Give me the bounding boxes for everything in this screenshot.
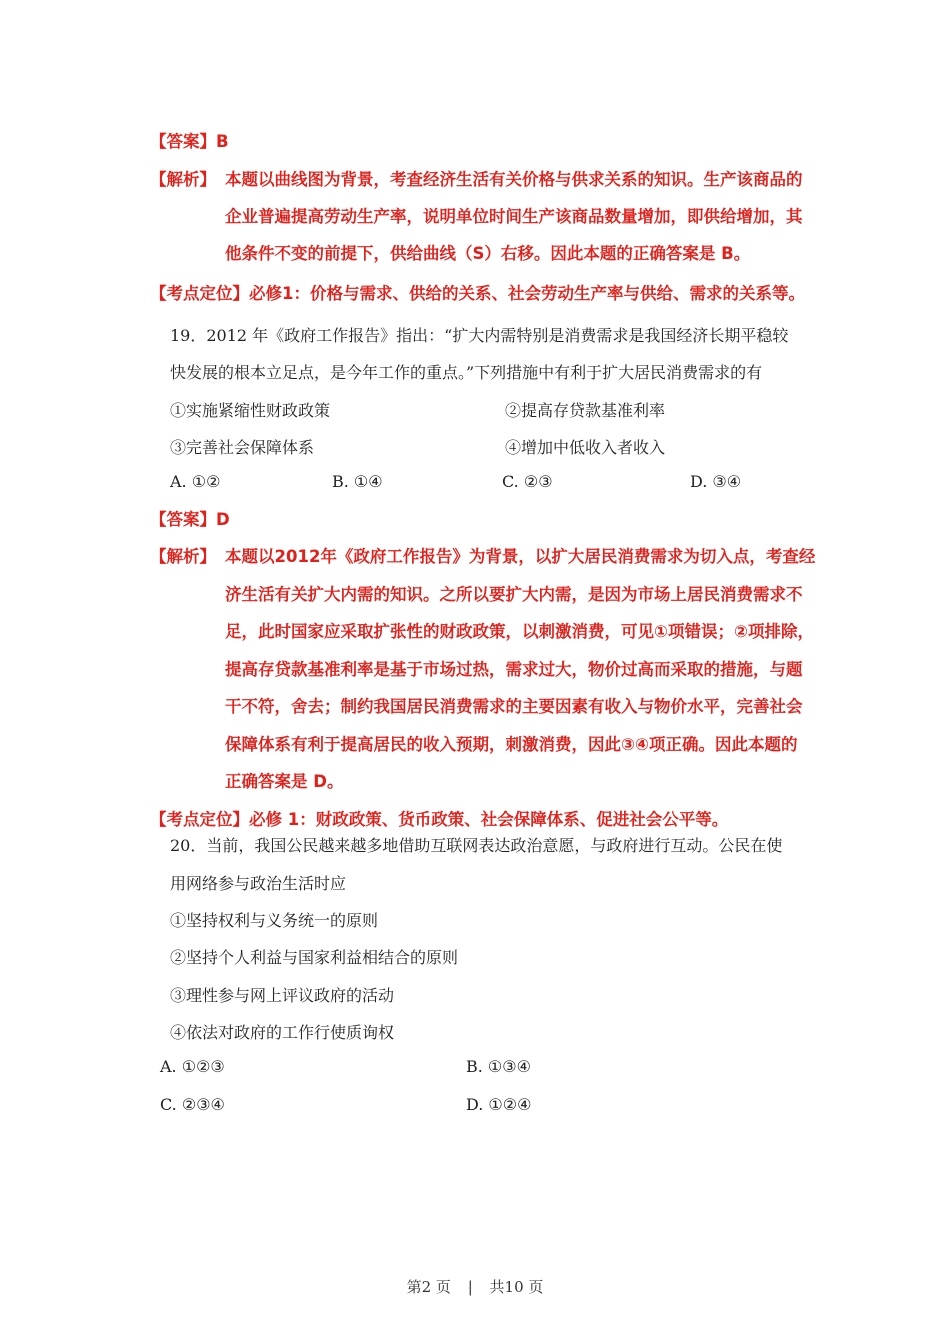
q20-option-b: B. ①③④ bbox=[466, 1057, 531, 1076]
q19-item-4: ④增加中低收入者收入 bbox=[505, 438, 666, 457]
q18-point-line bbox=[150, 280, 805, 304]
q19-answer-line bbox=[150, 506, 230, 530]
answer-value: B bbox=[216, 132, 229, 151]
q20-item-2: ②坚持个人利益与国家利益相结合的原则 bbox=[170, 948, 459, 967]
q20-item-4: ④依法对政府的工作行使质询权 bbox=[170, 1023, 395, 1042]
page-number: 第2 页 bbox=[406, 1278, 451, 1296]
q20-item-1: ①坚持权利与义务统一的原则 bbox=[170, 911, 379, 930]
point-text: 必修 1：财政政策、货币政策、社会保障体系、促进社会公平等。 bbox=[249, 810, 729, 829]
footer-separator: | bbox=[467, 1278, 473, 1296]
q20-item-3: ③理性参与网上评议政府的活动 bbox=[170, 986, 395, 1005]
page-footer bbox=[0, 1276, 950, 1297]
q19-option-d: D. ③④ bbox=[690, 472, 742, 491]
q20-stem-line-2: 用网络参与政治生活时应 bbox=[170, 874, 347, 893]
q19-option-a: A. ①② bbox=[170, 472, 221, 491]
q20-option-d: D. ①②④ bbox=[466, 1095, 532, 1114]
q19-analysis-line-7: 正确答案是 D。 bbox=[225, 772, 344, 791]
point-tag: 【考点定位】 bbox=[150, 810, 249, 829]
q19-analysis-line-2: 济生活有关扩大内需的知识。之所以要扩大内需，是因为市场上居民消费需求不 bbox=[225, 585, 803, 604]
point-tag: 【考点定位】 bbox=[150, 284, 249, 303]
q19-item-1: ①实施紧缩性财政政策 bbox=[170, 401, 331, 420]
q19-analysis-tag: 【解析】 bbox=[150, 547, 216, 566]
q19-option-c: C. ②③ bbox=[502, 472, 553, 491]
q19-stem-line-2: 快发展的根本立足点，是今年工作的重点。”下列措施中有利于扩大居民消费需求的有 bbox=[170, 363, 763, 382]
q19-analysis-line-5: 干不符，舍去；制约我国居民消费需求的主要因素有收入与物价水平，完善社会 bbox=[225, 697, 803, 716]
q19-item-2: ②提高存贷款基准利率 bbox=[505, 401, 666, 420]
q19-analysis-line-3: 足，此时国家应采取扩张性的财政政策，以刺激消费，可见①项错误；②项排除， bbox=[225, 622, 814, 641]
q18-analysis-line-1: 本题以曲线图为背景，考查经济生活有关价格与供求关系的知识。生产该商品的 bbox=[225, 170, 803, 189]
q19-option-b: B. ①④ bbox=[332, 472, 383, 491]
q18-analysis-line-2: 企业普遍提高劳动生产率，说明单位时间生产该商品数量增加，即供给增加，其 bbox=[225, 207, 803, 226]
q18-analysis-tag: 【解析】 bbox=[150, 170, 216, 189]
q19-analysis-line-6: 保障体系有利于提高居民的收入预期，刺激消费，因此③④项正确。因此本题的 bbox=[225, 735, 798, 754]
q20-option-c: C. ②③④ bbox=[160, 1095, 225, 1114]
answer-value: D bbox=[216, 510, 230, 529]
q19-stem-line-1: 19．2012 年《政府工作报告》指出：“扩大内需特别是消费需求是我国经济长期平稳较 bbox=[170, 326, 789, 345]
answer-tag: 【答案】 bbox=[150, 132, 216, 151]
q19-item-3: ③完善社会保障体系 bbox=[170, 438, 315, 457]
q18-analysis-line-3: 他条件不变的前提下，供给曲线（S）右移。因此本题的正确答案是 B。 bbox=[225, 244, 751, 263]
q19-point-line bbox=[150, 806, 728, 830]
q20-stem-line-1: 20．当前，我国公民越来越多地借助互联网表达政治意愿，与政府进行互动。公民在使 bbox=[170, 836, 783, 855]
page-total: 共10 页 bbox=[489, 1278, 544, 1296]
q19-analysis-line-4: 提高存贷款基准利率是基于市场过热，需求过大，物价过高而采取的措施，与题 bbox=[225, 660, 803, 679]
q19-analysis-line-1: 本题以2012年《政府工作报告》为背景，以扩大居民消费需求为切入点，考查经 bbox=[225, 547, 816, 566]
answer-tag: 【答案】 bbox=[150, 510, 216, 529]
q18-answer-line bbox=[150, 128, 229, 152]
point-text: 必修1：价格与需求、供给的关系、社会劳动生产率与供给、需求的关系等。 bbox=[249, 284, 805, 303]
q20-option-a: A. ①②③ bbox=[160, 1057, 225, 1076]
